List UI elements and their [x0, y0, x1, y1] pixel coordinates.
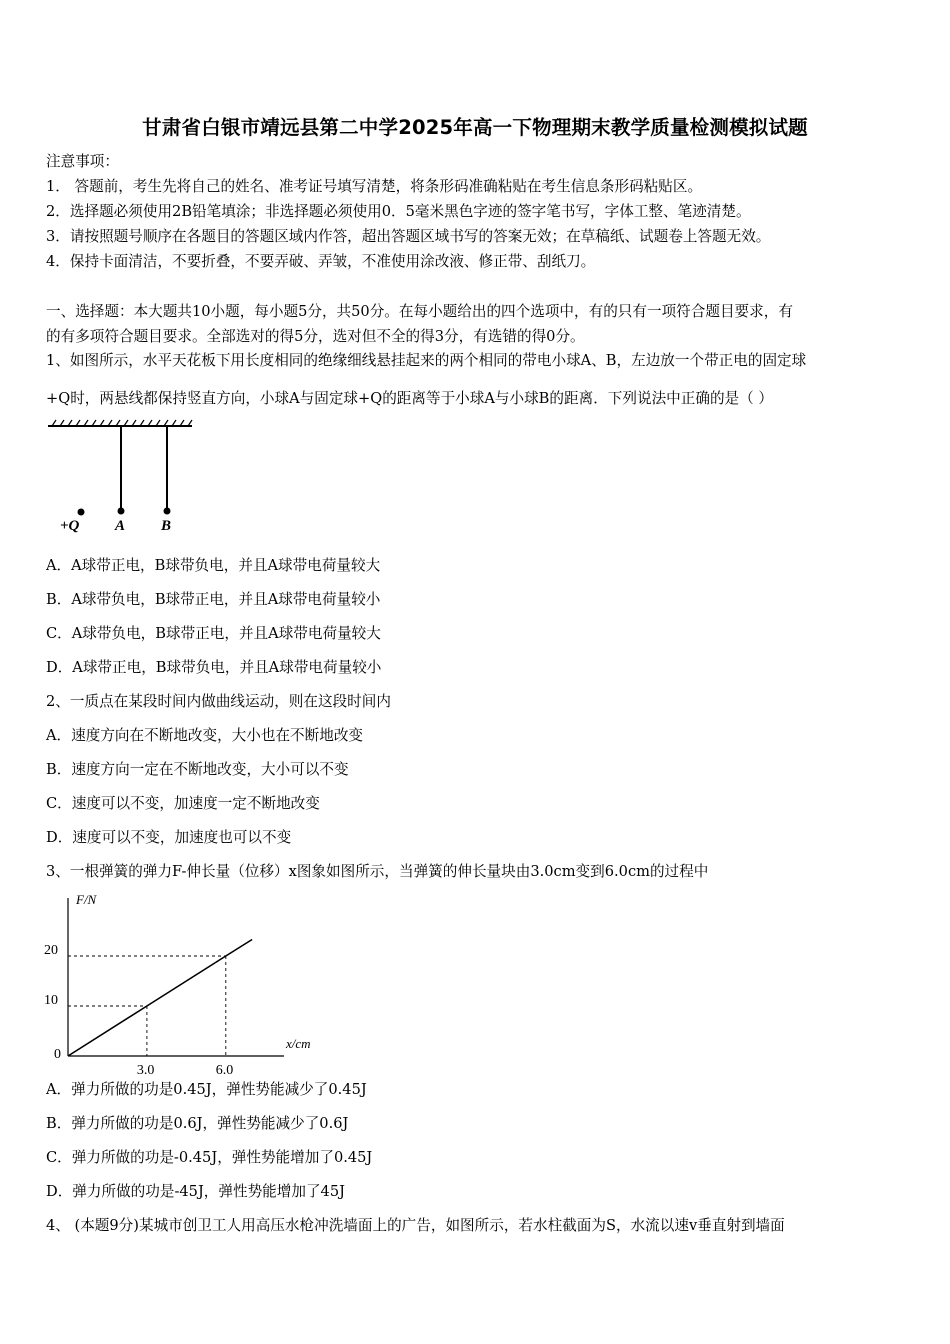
question-4-stem: 4、 (本题9分)某城市创卫工人用高压水枪冲洗墙面上的广告，如图所示，若水柱截面为S，水流以速v垂直射到墙面	[46, 1217, 785, 1234]
notice-item: 4．保持卡面清洁，不要折叠，不要弄破、弄皱，不准使用涂改液、修正带、刮纸刀。	[46, 253, 596, 270]
ball-a	[118, 508, 125, 515]
question-3-option: C．弹力所做的功是-0.45J，弹性势能增加了0.45J	[46, 1149, 373, 1166]
section-intro-line2: 的有多项符合题目要求。全部选对的得5分，选对但不全的得3分，有选错的得0分。	[46, 328, 585, 345]
label-plus-q: +Q	[60, 518, 80, 534]
question-3-chart	[36, 886, 336, 1076]
x-tick-label: 3.0	[136, 1063, 155, 1076]
question-1-option: A．A球带正电，B球带负电，并且A球带电荷量较大	[46, 557, 381, 574]
question-3-option: B．弹力所做的功是0.6J，弹性势能减少了0.6J	[46, 1115, 349, 1132]
question-1-option: B．A球带负电，B球带正电，并且A球带电荷量较小	[46, 591, 381, 608]
notice-item: 2．选择题必须使用2B铅笔填涂；非选择题必须使用0．5毫米黑色字迹的签字笔书写，字体工整、笔迹清楚。	[46, 203, 751, 220]
y-axis-label: F/N	[76, 892, 97, 907]
question-3-option: A．弹力所做的功是0.45J，弹性势能减少了0.45J	[46, 1081, 367, 1098]
question-1-option: D．A球带正电，B球带负电，并且A球带电荷量较小	[46, 659, 382, 676]
x-tick-label: 6.0	[215, 1063, 234, 1076]
label-b: B	[161, 518, 172, 534]
y-tick-label: 20	[44, 943, 58, 958]
charge-q	[78, 509, 85, 516]
question-2-option: B．速度方向一定在不断地改变，大小可以不变	[46, 761, 349, 778]
question-1-figure	[46, 418, 206, 540]
question-3-stem: 3、一根弹簧的弹力F-伸长量（位移）x图象如图所示，当弹簧的伸长量块由3.0cm变到6.0cm的过程中	[46, 863, 709, 880]
x-axis-label: x/cm	[286, 1036, 311, 1051]
ball-b	[164, 508, 171, 515]
notice-item: 3．请按照题号顺序在各题目的答题区域内作答，超出答题区域书写的答案无效；在草稿纸、试题卷上答题无效。	[46, 228, 771, 245]
question-2-option: D．速度可以不变，加速度也可以不变	[46, 829, 292, 846]
label-a: A	[115, 518, 126, 534]
force-line	[68, 940, 252, 1057]
notice-heading: 注意事项：	[46, 153, 119, 170]
question-3-option: D．弹力所做的功是-45J，弹性势能增加了45J	[46, 1183, 345, 1200]
question-1-option: C．A球带负电，B球带正电，并且A球带电荷量较大	[46, 625, 381, 642]
section-intro-line1: 一、选择题：本大题共10小题，每小题5分，共50分。在每小题给出的四个选项中，有的只有一项符合题目要求，有	[46, 303, 793, 320]
page-title: 甘肃省白银市靖远县第二中学2025年高一下物理期末教学质量检测模拟试题	[142, 116, 808, 139]
notice-item: 1． 答题前，考生先将自己的姓名、准考证号填写清楚，将条形码准确粘贴在考生信息条形码粘贴区。	[46, 178, 703, 195]
origin-label: 0	[54, 1047, 61, 1062]
question-1-stem-line1: 1、如图所示，水平天花板下用长度相同的绝缘细线悬挂起来的两个相同的带电小球A、B，左边放一个带正电的固定球	[46, 352, 807, 369]
question-2-option: A．速度方向在不断地改变，大小也在不断地改变	[46, 727, 364, 744]
y-tick-label: 10	[44, 993, 58, 1008]
question-1-stem-line2: +Q时，两悬线都保持竖直方向，小球A与固定球+Q的距离等于小球A与小球B的距离．下列说法中正确的是（ ）	[46, 390, 773, 407]
question-2-stem: 2、一质点在某段时间内做曲线运动，则在这段时间内	[46, 693, 391, 710]
question-2-option: C．速度可以不变，加速度一定不断地改变	[46, 795, 320, 812]
